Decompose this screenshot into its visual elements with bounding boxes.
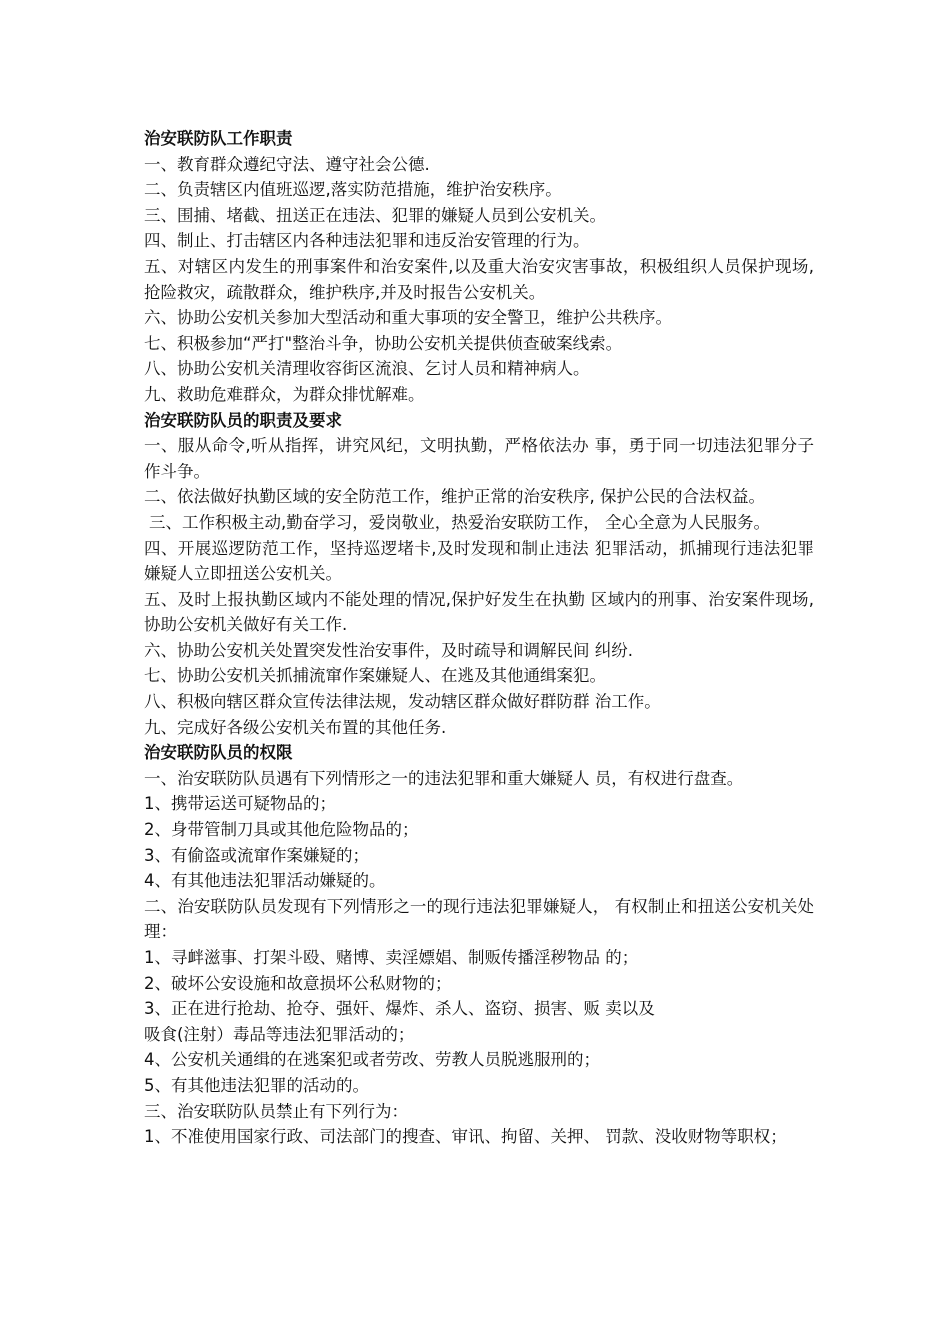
- list-item: 2、破坏公安设施和故意损坏公私财物的；: [144, 973, 452, 993]
- paragraph: 八、积极向辖区群众宣传法律法规，发动辖区群众做好群防群 治工作。: [144, 692, 661, 712]
- paragraph: 二、依法做好执勤区域的安全防范工作，维护正常的治安秩序, 保护公民的合法权益。: [144, 487, 765, 507]
- paragraph: 四、开展巡逻防范工作，坚持巡逻堵卡,及时发现和制止违法 犯罪活动，抓捕现行违法犯罪嫌疑人立即扭送公安机关。: [144, 538, 814, 584]
- list-item: 5、有其他违法犯罪的活动的。: [144, 1075, 369, 1095]
- section-heading-authority: 治安联防队员的权限: [144, 743, 293, 763]
- paragraph: 三、围捕、堵截、扭送正在违法、犯罪的嫌疑人员到公安机关。: [144, 205, 606, 225]
- paragraph: 一、治安联防队员遇有下列情形之一的违法犯罪和重大嫌疑人 员，有权进行盘查。: [144, 768, 744, 788]
- list-item: 1、不准使用国家行政、司法部门的搜查、审讯、拘留、关押、 罚款、没收财物等职权；: [144, 1127, 787, 1147]
- paragraph: 九、救助危难群众，为群众排忧解难。: [144, 384, 425, 404]
- paragraph: 六、协助公安机关参加大型活动和重大事项的安全警卫，维护公共秩序。: [144, 308, 672, 328]
- paragraph: 五、及时上报执勤区域内不能处理的情况,保护好发生在执勤 区域内的刑事、治安案件现场,协助公安机关做好有关工作.: [144, 589, 814, 635]
- paragraph: 九、完成好各级公安机关布置的其他任务.: [144, 717, 447, 737]
- paragraph: 三、治安联防队员禁止有下列行为：: [144, 1101, 408, 1121]
- paragraph: 一、教育群众遵纪守法、遵守社会公德.: [144, 154, 430, 174]
- list-item: 4、有其他违法犯罪活动嫌疑的。: [144, 871, 386, 891]
- list-item: 3、有偷盗或流窜作案嫌疑的；: [144, 845, 369, 865]
- paragraph: 二、治安联防队员发现有下列情形之一的现行违法犯罪嫌疑人， 有权制止和扭送公安机关处理：: [144, 896, 814, 942]
- paragraph: 一、服从命令,听从指挥，讲究风纪，文明执勤，严格依法办 事，勇于同一切违法犯罪分子作斗争。: [144, 436, 814, 481]
- paragraph: 五、对辖区内发生的刑事案件和治安案件,以及重大治安灾害事故，积极组织人员保护现场,抢险救灾，疏散群众，维护秩序,并及时报告公安机关。: [144, 256, 814, 302]
- list-item: 1、携带运送可疑物品的；: [144, 794, 336, 814]
- section-heading-duties-team: 治安联防队工作职责: [144, 129, 293, 148]
- paragraph: 七、协助公安机关抓捕流窜作案嫌疑人、在逃及其他通缉案犯。: [144, 666, 606, 686]
- section-heading-duties-members: 治安联防队员的职责及要求: [144, 410, 342, 430]
- paragraph: 二、负责辖区内值班巡逻,落实防范措施，维护治安秩序。: [144, 180, 562, 200]
- paragraph: 七、积极参加“严打"整治斗争，协助公安机关提供侦查破案线索。: [144, 333, 623, 353]
- list-item: 1、寻衅滋事、打架斗殴、赌博、卖淫嫖娼、制贩传播淫秽物品 的；: [144, 948, 639, 967]
- paragraph: 六、协助公安机关处置突发性治安事件，及时疏导和调解民间 纠纷.: [144, 640, 633, 660]
- paragraph: 四、制止、打击辖区内各种违法犯罪和违反治安管理的行为。: [144, 231, 590, 251]
- paragraph: 八、协助公安机关清理收容街区流浪、乞讨人员和精神病人。: [144, 359, 590, 379]
- paragraph: 三、工作积极主动,勤奋学习，爱岗敬业，热爱治安联防工作， 全心全意为人民服务。: [149, 512, 770, 532]
- list-item: 4、公安机关通缉的在逃案犯或者劳改、劳教人员脱逃服刑的；: [144, 1050, 600, 1070]
- list-item: 吸食(注射）毒品等违法犯罪活动的；: [144, 1024, 415, 1044]
- document-body: [144, 126, 814, 1150]
- list-item: 2、身带管制刀具或其他危险物品的；: [144, 820, 419, 840]
- list-item: 3、正在进行抢劫、抢夺、强奸、爆炸、杀人、盗窃、损害、贩 卖以及: [144, 999, 655, 1019]
